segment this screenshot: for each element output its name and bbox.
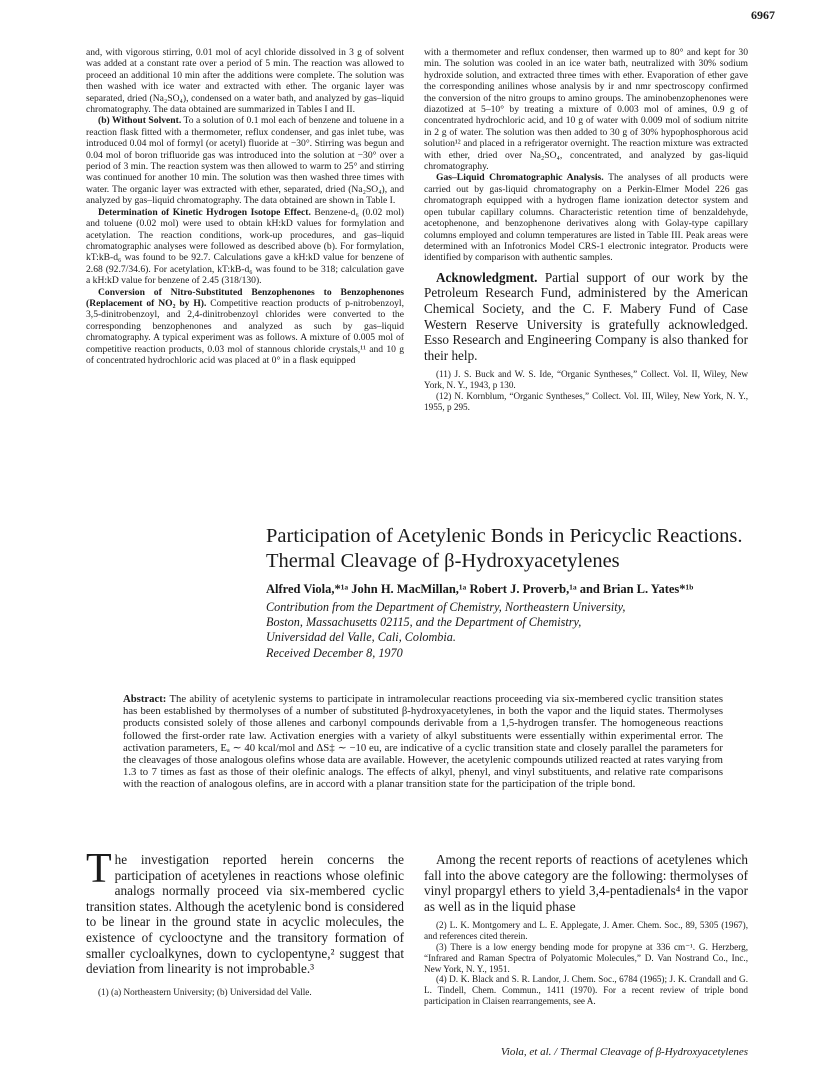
- body-text: Among the recent reports of reactions of acetylenes which fall into the above category are the following: thermolyses of vinyl propargyl ethers to yield 3,4-pentadienals⁴ in the vapor as well as in the liquid phase: [424, 852, 748, 914]
- paragraph-text: Benzene-d₆ (0.02 mol) and toluene (0.02 mol) were used to obtain kH:kD values for formylation and acetylation. The reaction conditions, work-up procedures, and gas–liquid chromatographic analyses were followed as described above (b). For formylation, kT:kB-d₆ was found to be 92.7. Calculations gave a kH:kD value for benzene of 2.68 (92.7/34.6). For acetylation, kT:kB-d₆ was found to be 318; calculation gave a kH:kD value for benzene of 2.45 (318/130).: [86, 206, 404, 287]
- section-heading: (b) Without Solvent.: [98, 115, 182, 127]
- references: [424, 369, 748, 412]
- paragraph: [86, 207, 404, 287]
- paragraph-text: The analyses of all products were carried out by gas-liquid chromatography on a Perkin-Elmer Model 226 gas chromatograph equipped with a hydrogen flame ionization detector system and open tubular capillary columns. Characteristic retention time of benzaldehyde, acetophenone, and benzophenone derivatives along with Golay-type capillary columns employed and column temperatures are listed in Table III. Peak areas were determined with an Infotronics Model CRS-1 electronic integrator. Products were identified by comparison with authentic samples.: [424, 172, 748, 264]
- abstract-label: Abstract:: [123, 693, 167, 705]
- paragraph: [86, 287, 404, 367]
- paragraph: and, with vigorous stirring, 0.01 mol of acyl chloride dissolved in 3 g of solvent was added at a constant rate over a period of 5 min. The reaction was allowed to proceed an additional 10 min after the additions were complete. The solution was then washed with ice water and extracted with ether. The organic layer was separated, dried (Na₂SO₄), condensed on a water bath, and analyzed by gas–liquid chromatography. The data obtained are summarized in Tables I and II.: [86, 47, 404, 116]
- body-text: he investigation reported herein concerns the participation of acetylenes in reactions whose olefinic analogs normally proceed via six-membered cyclic transition states. Although the acetylenic bond is considered to be linear in the ground state in acyclic molecules, the existence of cyclooctyne and the transitory formation of smaller cycloalkynes, down to cyclopentyne,² suggest that deviation from linearity is not improbable.³: [86, 852, 404, 977]
- affiliation-line: Contribution from the Department of Chemistry, Northeastern University,: [266, 600, 626, 614]
- drop-cap: T: [86, 846, 112, 892]
- paragraph: with a thermometer and reflux condenser, then warmed up to 80° and kept for 30 min. The solution was cooled in an ice water bath, neutralized with 30% sodium hydroxide solution, and extracted three times with ether. Evaporation of ether gave the corresponding anilines whose analysis by ir and nmr spectroscopy confirmed the conversion of the nitro groups to amino groups. The aminobenzophenones were diazotized at 5–10° by treating a mixture of 0.003 mol of amines, 0.9 g of concentrated hydrochloric acid, and 10 g of water with 0.009 mol of sodium nitrite in 2 g of water. The solution was then added to 30 g of 30% hypophosphorous acid solution¹² and placed in a refrigerator overnight. The reaction mixture was extracted with ether, dried over Na₂SO₄, concentrated, and analyzed by gas-liquid chromatography.: [424, 47, 748, 173]
- right-column-experimental: [424, 47, 748, 412]
- acknowledgment-text: Partial support of our work by the Petroleum Research Fund, administered by the American Chemical Society, and the C. F. Mabery Fund of Case Western Reserve University is gratefully acknowledged. Esso Research and Engineering Company is also thanked for their help.: [424, 269, 748, 363]
- body-left-column: [86, 846, 404, 998]
- reference: (12) N. Kornblum, “Organic Syntheses,” Collect. Vol. III, Wiley, New York, N. Y., 1955, p 295.: [424, 390, 748, 412]
- footnote: (4) D. K. Black and S. R. Landor, J. Chem. Soc., 6784 (1965); J. K. Crandall and G. L. Tindell, Chem. Commun., 1411 (1970). For a recent review of triple bond participation in Claisen rearrangements, see A.: [424, 974, 748, 1006]
- paragraph-text: Competitive reaction products of p-nitrobenzoyl, 3,5-dinitrobenzoyl, and 2,4-dinitrobenzoyl chlorides were converted to the corresponding benzophenones and analyzed as such by gas–liquid chromatography. A typical experiment was as follows. A mixture of 0.005 mol of competitive reaction products, 0.03 mol of stannous chloride crystals,¹¹ and 10 g of concentrated hydrochloric acid was placed at 0° in a flask equipped: [86, 297, 404, 366]
- footnote: (1) (a) Northeastern University; (b) Universidad del Valle.: [98, 986, 312, 997]
- paragraph-text: To a solution of 0.1 mol each of benzene and toluene in a reaction flask fitted with a thermometer, reflux condenser, and gas inlet tube, was introduced 0.04 mol of formyl (or acetyl) fluoride at −30°. Stirring was begun and 0.04 mol of boron trifluoride gas was introduced into the solution at −30° over a period of 3 min. The reaction system was then allowed to warm to 25° and stirring was continued for another 10 min. The solution was then washed three times with water. The organic layer was extracted with ether, separated, dried (Na₂SO₄), and analyzed by gas–liquid chromatography. The data obtained are shown in Table I.: [86, 115, 404, 207]
- affiliation-line: Universidad del Valle, Cali, Colombia.: [266, 630, 456, 645]
- running-footer: Viola, et al. / Thermal Cleavage of β-Hydroxyacetylenes: [500, 1046, 748, 1058]
- left-column-experimental: [86, 47, 404, 366]
- paragraph: [86, 115, 404, 206]
- section-heading: Gas–Liquid Chromatographic Analysis.: [436, 172, 604, 184]
- abstract: [123, 693, 723, 791]
- affiliation-line: Boston, Massachusetts 02115, and the Department of Chemistry,: [266, 615, 582, 630]
- acknowledgment: [424, 270, 748, 364]
- page-number: 6967: [751, 8, 775, 22]
- section-heading: Conversion of Nitro-Substituted Benzophenones to Benzophenones (Replacement of NO₂ by H).: [86, 286, 404, 309]
- body-right-column: [424, 852, 748, 1007]
- paragraph: [424, 172, 748, 263]
- abstract-text: The ability of acetylenic systems to participate in intramolecular reactions proceeding via six-membered cyclic transition states has been established by thermolyses of a number of substituted β-hydroxyacetylenes, in both the vapor and the liquid states. Thermolyses products consisted solely of those allenes and carbonyl compounds derivable from a 1,5-hydrogen transfer. The homogeneous reactions followed the first-order rate law. Activation energies with a variety of alkyl substituents were essentially within experimental error. The activation parameters, Eₐ ∼ 40 kcal/mol and ΔS‡ ∼ −10 eu, are indicative of a cyclic transition state and closely parallel the parameters for the cleavages of those analogous olefins whose data are available. However, the acetylenic compounds utilized reacted at rates varying from 1.3 to 7 times as fast as those of their olefinic analogs. The effects of alkyl, phenyl, and vinyl substituents, and relative rate comparisons with the reaction of analogous olefins, are in accord with a planar transition state for the participation of the triple bond.: [123, 693, 723, 791]
- affiliation: [266, 600, 766, 661]
- title-line: Thermal Cleavage of β-Hydroxyacetylenes: [266, 549, 620, 572]
- footnote: (3) There is a low energy bending mode for propyne at 336 cm⁻¹. G. Herzberg, “Infrared and Raman Spectra of Polyatomic Molecules,” D. Van Nostrand Co., Inc., New York, N. Y., 1951.: [424, 941, 748, 974]
- reference: (11) J. S. Buck and W. S. Ide, “Organic Syntheses,” Collect. Vol. II, Wiley, New York, N. Y., 1943, p 130.: [424, 369, 748, 391]
- footnotes: [424, 920, 748, 1006]
- section-heading: Determination of Kinetic Hydrogen Isotope Effect.: [98, 206, 311, 218]
- footnote: (2) L. K. Montgomery and L. E. Applegate, J. Amer. Chem. Soc., 89, 5305 (1967), and references cited therein.: [424, 920, 748, 942]
- acknowledgment-heading: Acknowledgment.: [436, 269, 538, 285]
- article-title: [266, 524, 766, 573]
- received-date: Received December 8, 1970: [266, 645, 403, 660]
- title-line: Participation of Acetylenic Bonds in Pericyclic Reactions.: [266, 525, 743, 547]
- authors: Alfred Viola,*¹ᵃ John H. MacMillan,¹ᵃ Robert J. Proverb,¹ᵃ and Brian L. Yates*¹ᵇ: [266, 582, 694, 596]
